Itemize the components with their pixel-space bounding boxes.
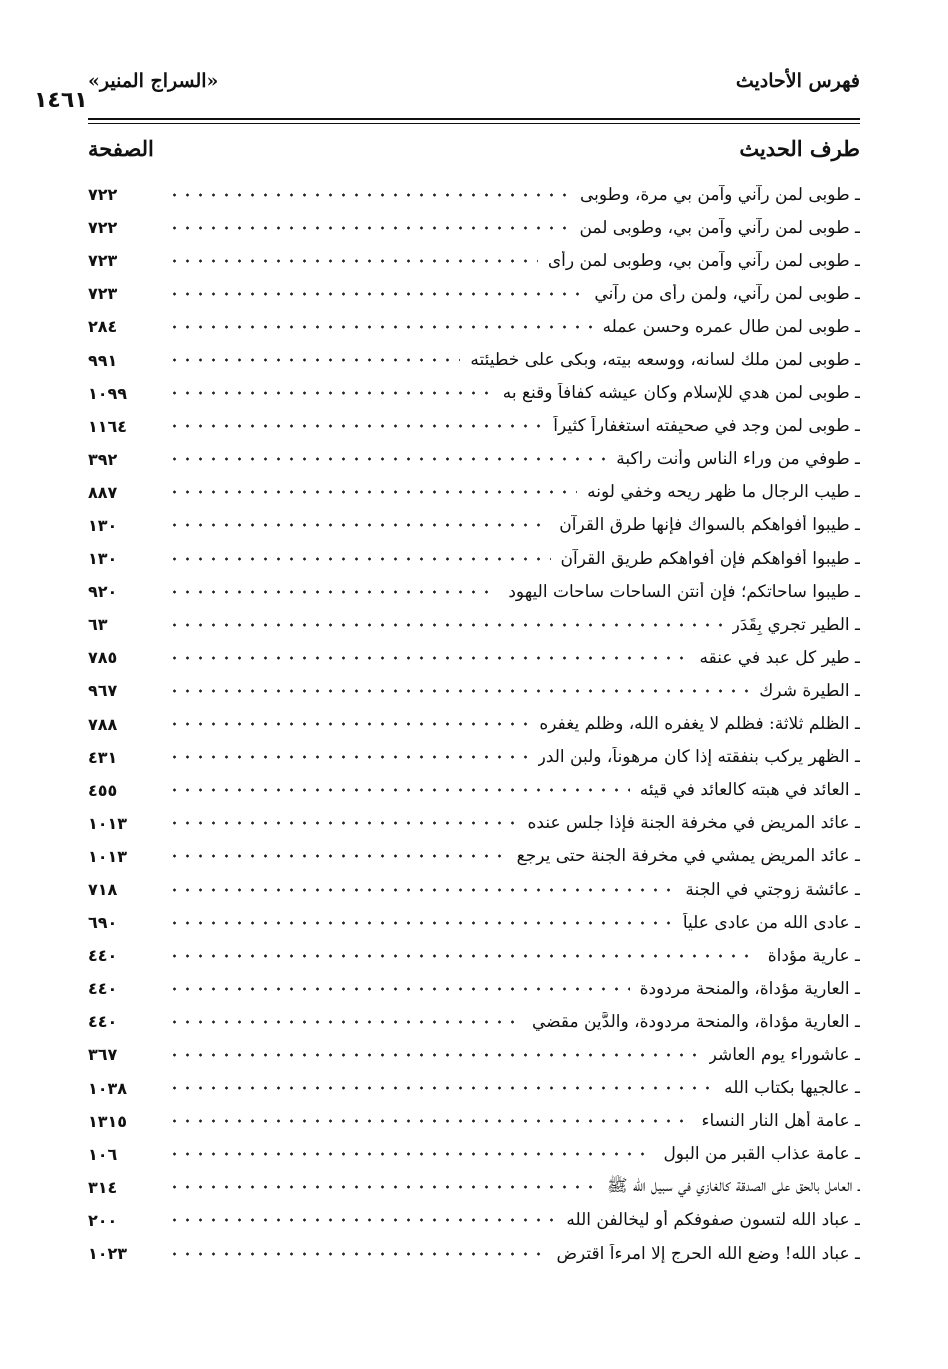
column-headers — [88, 136, 860, 176]
entry-page-number: ٢٨٤ — [88, 317, 118, 337]
entry-page-number: ٨٨٧ — [88, 482, 118, 502]
entry-hadith-text: ـ عباد الله لتسون صفوفكم أو ليخالفن الله — [566, 1210, 860, 1231]
entry-hadith-text: ـ عامة عذاب القبر من البول — [663, 1144, 860, 1165]
dot-leader — [168, 788, 630, 793]
entry-page-number: ١٠١٣ — [88, 846, 128, 866]
entry-page-number: ٢٠٠ — [88, 1210, 118, 1230]
dot-leader — [168, 1019, 522, 1024]
index-entry — [88, 1204, 860, 1237]
index-entry — [88, 1038, 860, 1071]
entry-hadith-text: ـ طيبوا أفواهكم بالسواك فإنها طرق القرآن — [559, 515, 860, 536]
index-entry — [88, 343, 860, 376]
entry-page-number: ٤٥٥ — [88, 780, 118, 800]
entry-hadith-text: ـ طير كل عبد في عنقه — [699, 647, 860, 668]
entry-page-number: ٩٢٠ — [88, 582, 118, 602]
entry-page-number: ١٠٦ — [88, 1144, 118, 1164]
entry-page-number: ٤٤٠ — [88, 979, 118, 999]
dot-leader — [168, 622, 722, 627]
entry-page-number: ٦٣ — [88, 615, 108, 635]
entry-hadith-text: ـ العامل بالحق على الصدقة كالغازي في سبيل الله ﷺ — [606, 1175, 860, 1196]
index-entry — [88, 608, 860, 641]
index-title: فهرس الأحاديث — [735, 70, 860, 92]
dot-leader — [168, 722, 529, 727]
hadith-index-list — [88, 178, 860, 1270]
dot-leader — [168, 1218, 556, 1223]
entry-page-number: ١٠٣٨ — [88, 1078, 128, 1098]
page-number: ١٤٦١ — [34, 88, 88, 113]
index-entry — [88, 641, 860, 674]
entry-hadith-text: ـ الطيرة شرك — [759, 680, 860, 701]
index-entry — [88, 410, 860, 443]
entry-hadith-text: ـ الظهر يركب بنفقته إذا كان مرهوناً، ولبن الدر — [537, 747, 860, 768]
entry-page-number: ٦٩٠ — [88, 913, 118, 933]
dot-leader — [168, 457, 606, 462]
index-entry — [88, 1005, 860, 1038]
entry-page-number: ٧٨٥ — [88, 648, 118, 668]
dot-leader — [168, 192, 570, 197]
entry-page-number: ٧١٨ — [88, 880, 118, 900]
entry-hadith-text: ـ عاشوراء يوم العاشر — [708, 1044, 860, 1065]
dot-leader — [168, 854, 507, 859]
dot-leader — [168, 887, 675, 892]
entry-page-number: ٤٤٠ — [88, 1012, 118, 1032]
index-entry — [88, 178, 860, 211]
entry-hadith-text: ـ العارية مؤداة، والمنحة مردودة، والدَّين مقضي — [531, 1011, 860, 1032]
index-entry — [88, 840, 860, 873]
entry-page-number: ١٣١٥ — [88, 1111, 128, 1131]
dot-leader — [168, 291, 584, 296]
dot-leader — [168, 424, 543, 429]
entry-page-number: ٣٦٧ — [88, 1045, 118, 1065]
header-rule-thin — [88, 123, 860, 124]
index-entry — [88, 1237, 860, 1270]
entry-page-number: ٧٢٢ — [88, 218, 118, 238]
entry-hadith-text: ـ العائد في هبته كالعائد في قيئه — [639, 780, 860, 801]
dot-leader — [168, 920, 673, 925]
dot-leader — [168, 1086, 714, 1091]
entry-hadith-text: ـ طوبى لمن وجد في صحيفته استغفاراً كثيراً — [553, 416, 860, 437]
entry-hadith-text: ـ طوبى لمن رآني وآمن بي، وطوبى لمن رأى — [547, 250, 860, 271]
index-entry — [88, 542, 860, 575]
entry-page-number: ٧٨٨ — [88, 714, 118, 734]
index-page — [34, 66, 860, 1264]
index-entry — [88, 575, 860, 608]
entry-hadith-text: ـ عارية مؤداة — [767, 945, 860, 966]
entry-hadith-text: ـ طيبوا ساحاتكم؛ فإن أنتن الساحات ساحات اليهود — [508, 581, 860, 602]
dot-leader — [168, 986, 630, 991]
dot-leader — [168, 1052, 699, 1057]
header-rule — [88, 118, 860, 120]
entry-page-number: ١٣٠ — [88, 549, 118, 569]
entry-page-number: ١١٦٤ — [88, 416, 128, 436]
entry-page-number: ٣٩٢ — [88, 449, 118, 469]
index-entry — [88, 741, 860, 774]
dot-leader — [168, 358, 460, 363]
dot-leader — [168, 258, 538, 263]
index-entry — [88, 377, 860, 410]
entry-hadith-text: ـ طوفي من وراء الناس وأنت راكبة — [616, 449, 860, 470]
dot-leader — [168, 589, 498, 594]
dot-leader — [168, 821, 518, 826]
index-entry — [88, 774, 860, 807]
entry-hadith-text: ـ العارية مؤداة، والمنحة مردودة — [639, 978, 860, 999]
dot-leader — [168, 655, 690, 660]
entry-page-number: ١٠٢٣ — [88, 1244, 128, 1264]
running-header — [34, 66, 860, 113]
entry-hadith-text: ـ عالجيها بكتاب الله — [724, 1078, 860, 1099]
dot-leader — [168, 1119, 692, 1124]
entry-page-number: ٣١٤ — [88, 1177, 118, 1197]
index-entry — [88, 211, 860, 244]
index-entry — [88, 1171, 860, 1204]
dot-leader — [168, 755, 528, 760]
index-entry — [88, 674, 860, 707]
entry-hadith-text: ـ عباد الله! وضع الله الحرج إلا امرءاً اقترض — [556, 1243, 860, 1264]
dot-leader — [168, 391, 493, 396]
page-column-header: الصفحة — [88, 136, 154, 161]
dot-leader — [168, 556, 551, 561]
entry-hadith-text: ـ الظلم ثلاثة: فظلم لا يغفره الله، وظلم يغفره — [539, 714, 860, 735]
entry-page-number: ٤٤٠ — [88, 946, 118, 966]
index-entry — [88, 906, 860, 939]
entry-hadith-text: ـ طوبى لمن رآني، ولمن رأى من رآني — [594, 283, 860, 304]
entry-hadith-text: ـ الطير تجري بِقَدَر — [731, 614, 860, 635]
dot-leader — [168, 1185, 597, 1190]
entry-hadith-text: ـ طوبى لمن طال عمره وحسن عمله — [602, 316, 860, 337]
hadith-column-header: طرف الحديث — [739, 136, 860, 161]
index-entry — [88, 310, 860, 343]
index-entry — [88, 972, 860, 1005]
dot-leader — [168, 1152, 653, 1157]
entry-page-number: ١٠١٣ — [88, 813, 128, 833]
index-entry — [88, 1072, 860, 1105]
entry-page-number: ١٠٩٩ — [88, 383, 128, 403]
entry-page-number: ٩٦٧ — [88, 681, 118, 701]
dot-leader — [168, 324, 593, 329]
index-entry — [88, 277, 860, 310]
dot-leader — [168, 523, 549, 528]
index-entry — [88, 939, 860, 972]
entry-hadith-text: ـ طوبى لمن رآني وآمن بي، وطوبى لمن — [579, 217, 860, 238]
index-entry — [88, 708, 860, 741]
entry-hadith-text: ـ عائشة زوجتي في الجنة — [685, 879, 860, 900]
entry-page-number: ٧٢٢ — [88, 185, 118, 205]
dot-leader — [168, 225, 569, 230]
entry-hadith-text: ـ طوبى لمن هدي للإسلام وكان عيشه كفافاً وقنع به — [502, 383, 860, 404]
index-entry — [88, 443, 860, 476]
index-entry — [88, 509, 860, 542]
dot-leader — [168, 688, 749, 693]
entry-page-number: ٧٢٣ — [88, 251, 118, 271]
book-title: «السراج المنير» — [88, 70, 219, 92]
index-entry — [88, 873, 860, 906]
entry-hadith-text: ـ طوبى لمن رآني وآمن بي مرة، وطوبى — [580, 184, 860, 205]
entry-page-number: ٩٩١ — [88, 350, 118, 370]
entry-hadith-text: ـ عائد المريض يمشي في مخرفة الجنة حتى يرجع — [516, 846, 860, 867]
index-entry — [88, 476, 860, 509]
entry-page-number: ٧٢٣ — [88, 284, 118, 304]
entry-hadith-text: ـ عادى الله من عادى علياً — [682, 912, 860, 933]
index-entry — [88, 1138, 860, 1171]
dot-leader — [168, 1251, 546, 1256]
dot-leader — [168, 953, 758, 958]
entry-hadith-text: ـ طيب الرجال ما ظهر ريحه وخفي لونه — [587, 482, 860, 503]
entry-hadith-text: ـ عامة أهل النار النساء — [701, 1111, 860, 1132]
entry-hadith-text: ـ طوبى لمن ملك لسانه، ووسعه بيته، وبكى على خطيئته — [470, 350, 860, 371]
entry-page-number: ١٣٠ — [88, 515, 118, 535]
entry-hadith-text: ـ طيبوا أفواهكم فإن أفواهكم طريق القرآن — [560, 548, 860, 569]
index-entry — [88, 1105, 860, 1138]
index-entry — [88, 244, 860, 277]
entry-page-number: ٤٣١ — [88, 747, 118, 767]
entry-hadith-text: ـ عائد المريض في مخرفة الجنة فإذا جلس عنده — [527, 813, 860, 834]
index-entry — [88, 807, 860, 840]
dot-leader — [168, 490, 577, 495]
